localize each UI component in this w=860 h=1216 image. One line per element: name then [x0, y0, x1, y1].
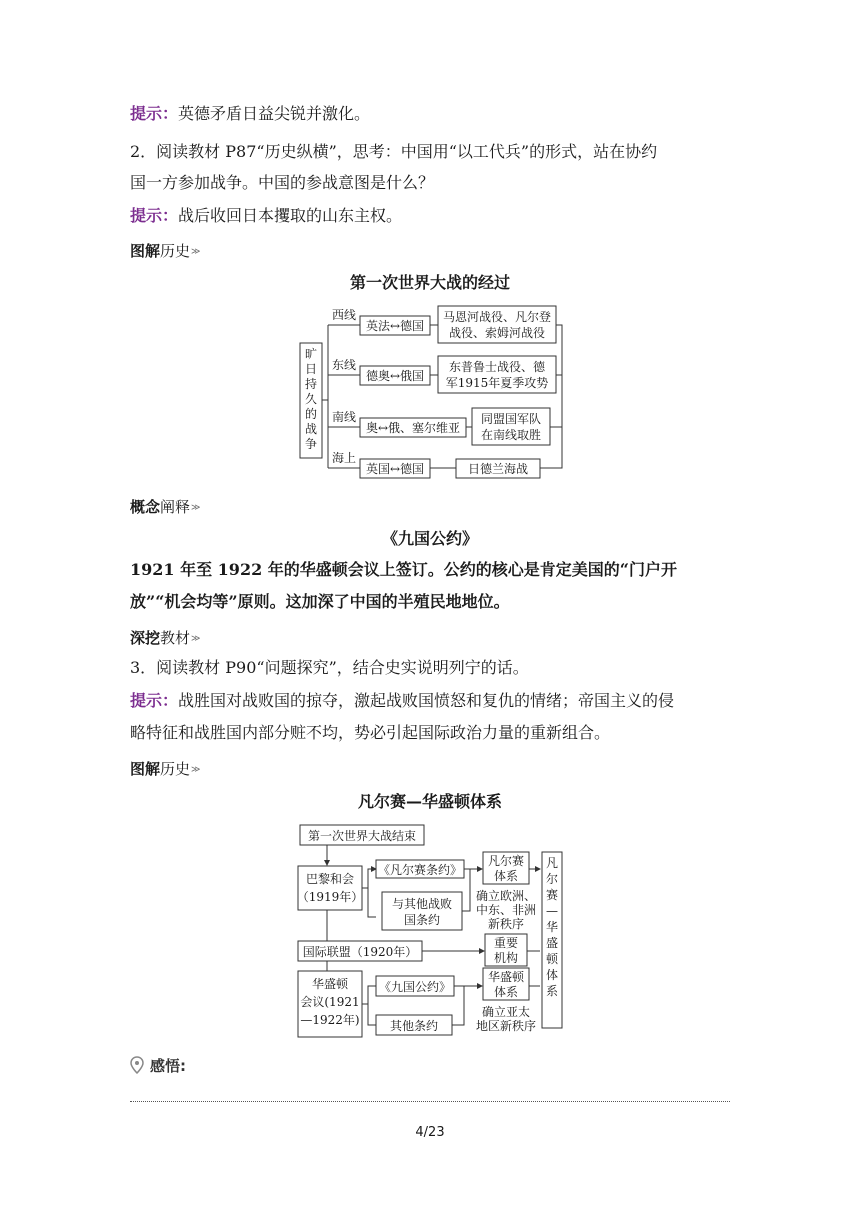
ww1-end: 第一次世界大战结束	[307, 829, 417, 843]
hint-label: 提示：	[130, 206, 179, 225]
question-3: 3．阅读教材 P90“问题探究”，结合史实说明列宁的话。	[130, 658, 529, 677]
dotted-divider	[130, 1101, 730, 1102]
side-char: 久	[304, 392, 318, 406]
concept-title: 《九国公约》	[381, 529, 478, 548]
other-treaties: 其他条约	[389, 1019, 439, 1033]
side-char: 争	[304, 437, 318, 451]
hint-text: 战后收回日本攫取的山东主权。	[178, 206, 403, 225]
washington-conf-3: —1922年)	[300, 1013, 360, 1027]
other-defeated-2: 国条约	[403, 913, 441, 927]
nine-power: 《九国公约》	[378, 980, 452, 994]
side-char: 持	[304, 377, 318, 391]
paris-branch	[362, 869, 376, 917]
final-char: 盛	[545, 936, 559, 950]
double-chevron-icon: ≫	[191, 764, 201, 775]
result-east-1: 东普鲁士战役、德	[448, 360, 546, 374]
concept-line-2: 放”“机会均等”原则。这加深了中国的半殖民地地位。	[130, 592, 510, 611]
final-char: 凡	[545, 856, 559, 870]
final-char: —	[546, 904, 558, 918]
hint-text: 英德矛盾日益尖锐并激化。	[178, 104, 371, 123]
important-org-2: 机构	[493, 951, 519, 965]
versailles-system-1: 凡尔赛	[487, 854, 525, 868]
europe-order-2: 中东、非洲	[475, 903, 537, 917]
versailles-system-2: 体系	[493, 869, 519, 883]
final-char: 顿	[545, 952, 559, 966]
paris-1: 巴黎和会	[305, 872, 355, 886]
section-header-text: 阐释	[160, 498, 191, 516]
other-defeated-1: 与其他战败	[391, 897, 453, 911]
washington-system-1: 华盛顿	[487, 970, 525, 984]
reflection-label	[130, 1055, 186, 1076]
europe-order-1: 确立欧洲、	[475, 889, 537, 903]
asia-order-1: 确立亚太	[481, 1005, 531, 1019]
hint-3-line-1	[130, 691, 735, 711]
pair-east: 德奥↔俄国	[365, 369, 425, 383]
washington-conf-2: 会议(1921	[300, 995, 360, 1009]
bracket-lines	[322, 325, 360, 468]
result-sea: 日德兰海战	[467, 462, 529, 476]
side-char: 的	[304, 407, 318, 421]
question-2-line-2: 国一方参加战争。中国的参战意图是什么？	[130, 173, 435, 192]
hint-2	[130, 206, 735, 226]
paris-2: （1919年）	[296, 890, 364, 904]
final-char: 系	[545, 984, 559, 998]
ww1-process-diagram	[290, 300, 580, 485]
washington-system-2: 体系	[493, 985, 519, 999]
row-label-sea: 海上	[332, 451, 357, 465]
pair-west: 英法↔德国	[365, 319, 425, 333]
section-header-tujie-2	[130, 758, 200, 779]
result-south-2: 在南线取胜	[480, 428, 542, 442]
asia-order-2: 地区新秩序	[475, 1019, 537, 1033]
hint-3-line-2: 略特征和战胜国内部分赃不均，势必引起国际政治力量的重新组合。	[130, 723, 611, 742]
diagram-1-title: 第一次世界大战的经过	[349, 273, 510, 292]
pair-south: 奥↔俄、塞尔维亚	[365, 421, 461, 435]
washington-branch	[362, 986, 376, 1025]
section-header-bold: 概念	[130, 498, 161, 516]
hint-text: 战胜国对战败国的掠夺，激起战败国愤怒和复仇的情绪；帝国主义的侵	[178, 691, 675, 710]
final-char: 赛	[545, 888, 559, 902]
section-header-text: 教材	[160, 629, 191, 647]
final-char: 体	[545, 968, 559, 982]
result-west-1: 马恩河战役、凡尔登	[442, 310, 552, 324]
washington-conf-1: 华盛顿	[311, 977, 349, 991]
row-label-south: 南线	[332, 410, 357, 424]
reflection-text: 感悟:	[150, 1057, 186, 1075]
side-char: 战	[304, 422, 318, 436]
side-char: 旷	[304, 347, 318, 361]
page-number: 4/23	[415, 1125, 445, 1140]
section-header-tujie	[130, 240, 200, 261]
europe-order-3: 新秩序	[487, 917, 525, 931]
section-header-text: 历史	[160, 760, 191, 778]
pair-sea: 英国↔德国	[365, 462, 425, 476]
double-chevron-icon: ≫	[191, 246, 201, 257]
section-header-bold: 图解	[130, 242, 161, 260]
versailles-treaty: 《凡尔赛条约》	[377, 863, 463, 877]
row-label-east: 东线	[332, 358, 357, 372]
section-header-shenwa	[130, 627, 200, 648]
side-char: 日	[304, 362, 318, 376]
result-south-1: 同盟国军队	[480, 412, 542, 426]
double-chevron-icon: ≫	[191, 633, 201, 644]
final-char: 尔	[545, 872, 559, 886]
double-chevron-icon: ≫	[191, 502, 201, 513]
section-header-gainian	[130, 496, 200, 517]
league: 国际联盟（1920年）	[302, 945, 418, 959]
result-east-2: 军1915年夏季攻势	[445, 376, 549, 390]
row-label-west: 西线	[332, 308, 357, 322]
diagram-2-title: 凡尔赛—华盛顿体系	[357, 792, 502, 811]
connector-lines	[430, 325, 472, 468]
section-header-bold: 图解	[130, 760, 161, 778]
hint-label: 提示：	[130, 104, 179, 123]
hint-1	[130, 104, 735, 124]
concept-line-1: 1921 年至 1922 年的华盛顿会议上签订。公约的核心是肯定美国的“门户开	[130, 560, 677, 579]
result-west-2: 战役、索姆河战役	[448, 326, 546, 340]
final-char: 华	[545, 920, 559, 934]
location-pin-icon	[130, 1056, 144, 1074]
versailles-washington-diagram	[290, 820, 580, 1045]
section-header-bold: 深挖	[130, 629, 161, 647]
question-2-line-1: 2．阅读教材 P87“历史纵横”，思考：中国用“以工代兵”的形式，站在协约	[130, 142, 658, 161]
hint-label: 提示：	[130, 691, 179, 710]
important-org-1: 重要	[493, 936, 519, 950]
right-bracket	[540, 325, 562, 468]
section-header-text: 历史	[160, 242, 191, 260]
